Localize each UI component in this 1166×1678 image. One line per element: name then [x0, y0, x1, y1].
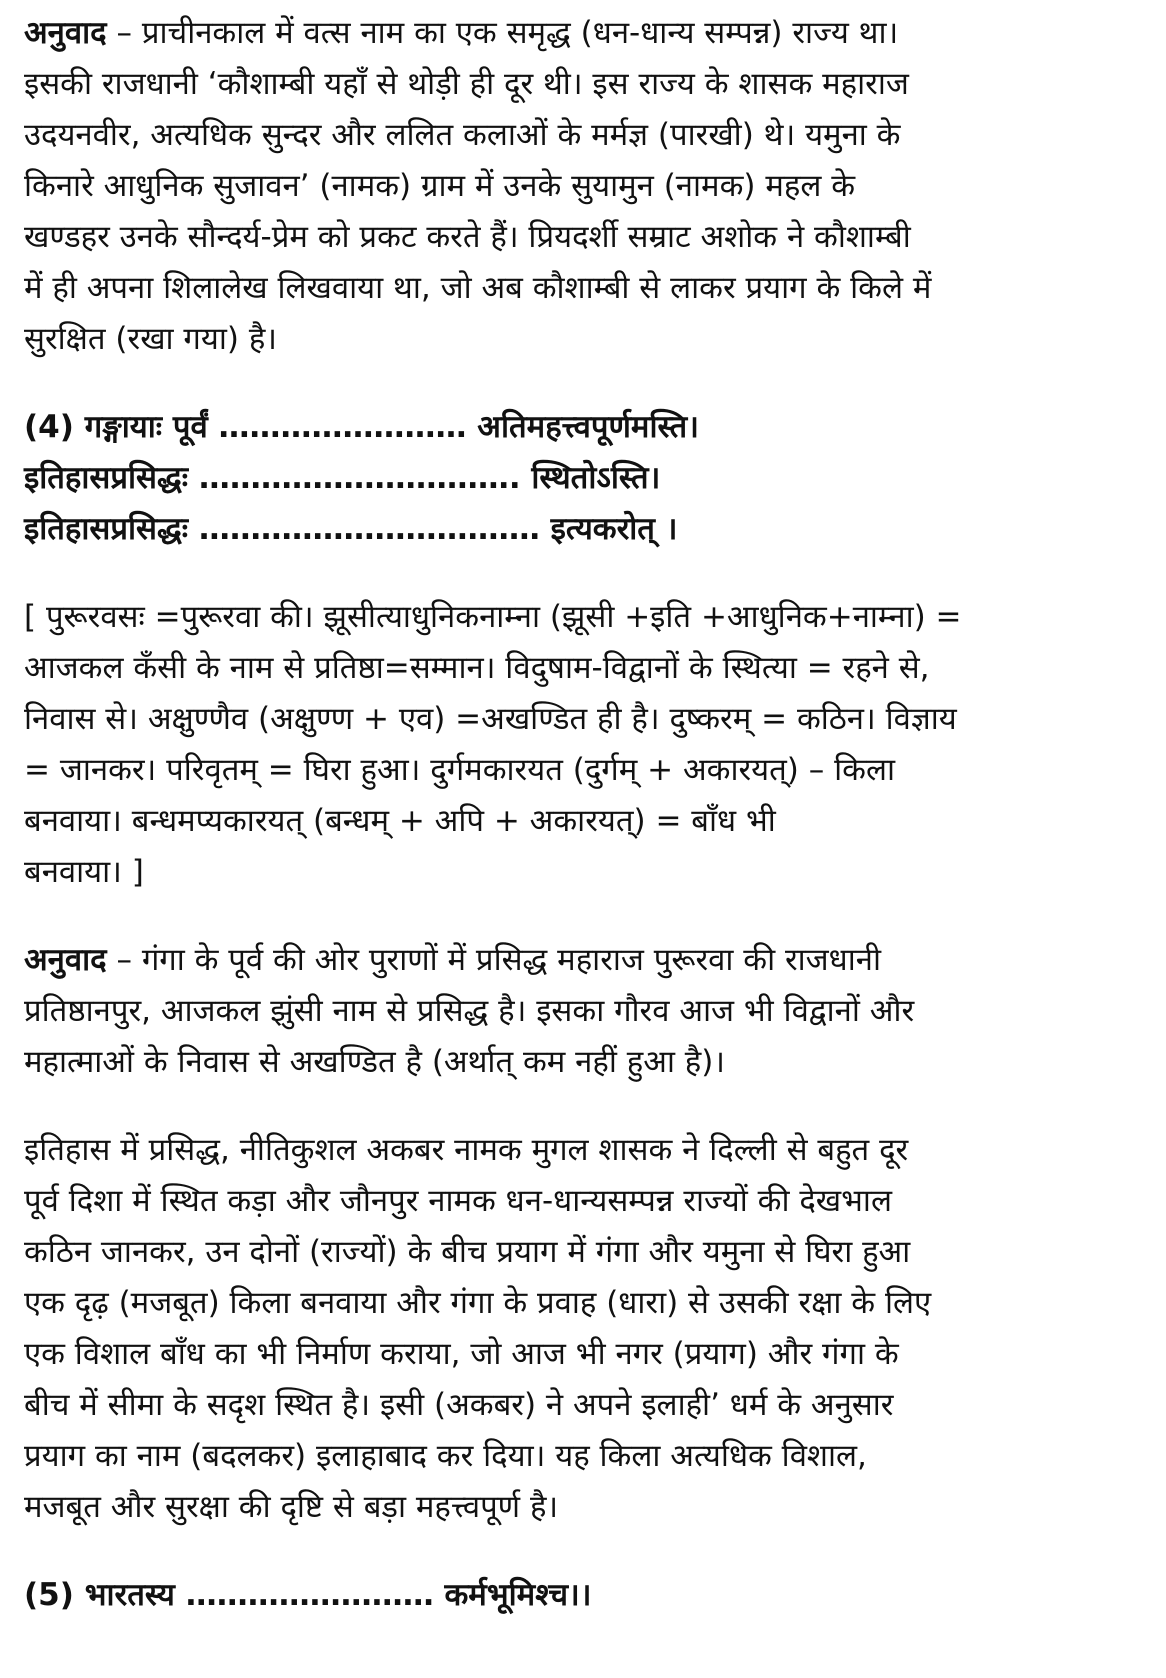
text-line: बीच में सीमा के सदृश स्थित है। इसी (अकबर) ने अपने इलाही’ धर्म के अनुसार [24, 1387, 894, 1423]
document-page [24, 8, 1144, 1621]
text-line: प्रयाग का नाम (बदलकर) इलाहाबाद कर दिया। यह किला अत्यधिक विशाल, [24, 1438, 867, 1474]
text-line: निवास से। अक्षुण्णैव (अक्षुण्ण + एव) =अखण्डित ही है। दुष्करम् = कठिन। विज्ञाय [24, 701, 957, 737]
verse-line: (4) गङ्गायाः पूर्वं …………………… अतिमहत्त्वपूर्णमस्ति। [24, 409, 699, 445]
text-line: महात्माओं के निवास से अखण्डित है (अर्थात् कम नहीं हुआ है)। [24, 1044, 726, 1080]
spacer [24, 1088, 1144, 1125]
translation-label: अनुवाद [24, 15, 107, 51]
text-line: = जानकर। परिवृतम् = घिरा हुआ। दुर्गमकारयत (दुर्गम् + अकारयत्) – किला [24, 752, 895, 788]
translation-paragraph-2 [24, 935, 1144, 1088]
text-line: कठिन जानकर, उन दोनों (राज्यों) के बीच प्रयाग में गंगा और यमुना से घिरा हुआ [24, 1234, 911, 1270]
translation-label: अनुवाद [24, 942, 107, 978]
verse-line: इतिहासप्रसिद्धः …………………………… इत्यकरोत् । [24, 511, 678, 547]
text-line: इतिहास में प्रसिद्ध, नीतिकुशल अकबर नामक मुगल शासक ने दिल्ली से बहुत दूर [24, 1132, 909, 1168]
label-dash: – [106, 15, 142, 51]
spacer [24, 1533, 1144, 1570]
text-line: प्रतिष्ठानपुर, आजकल झुंसी नाम से प्रसिद्ध है। इसका गौरव आज भी विद्वानों और [24, 993, 915, 1029]
text-line: आजकल कँसी के नाम से प्रतिष्ठा=सम्मान। विदुषाम-विद्वानों के स्थित्या = रहने से, [24, 650, 930, 686]
verse-line: इतिहासप्रसिद्धः …………………………. स्थितोऽस्ति। [24, 460, 661, 496]
text-line: [ पुरूरवसः =पुरूरवा की। झूसीत्याधुनिकनाम्ना (झूसी +इति +आधुनिक+नाम्ना) = [24, 599, 962, 635]
text-line-content: गंगा के पूर्व की ओर पुराणों में प्रसिद्ध महाराज पुरूरवा की राजधानी [141, 942, 881, 978]
text-line: एक विशाल बाँध का भी निर्माण कराया, जो आज भी नगर (प्रयाग) और गंगा के [24, 1336, 899, 1372]
text-line: में ही अपना शिलालेख लिखवाया था, जो अब कौशाम्बी से लाकर प्रयाग के किले में [24, 270, 932, 306]
text-line: खण्डहर उनके सौन्दर्य-प्रेम को प्रकट करते हैं। प्रियदर्शी सम्राट अशोक ने कौशाम्बी [24, 219, 911, 255]
text-line-content: प्राचीनकाल में वत्स नाम का एक समृद्ध (धन-धान्य सम्पन्न) राज्य था। [141, 15, 899, 51]
glossary-paragraph [24, 592, 1144, 898]
spacer [24, 555, 1144, 592]
text-line: बनवाया। ] [24, 854, 144, 890]
history-paragraph [24, 1125, 1144, 1533]
text-line: किनारे आधुनिक सुजावन’ (नामक) ग्राम में उनके सुयामुन (नामक) महल के [24, 168, 856, 204]
spacer [24, 898, 1144, 935]
text-line [24, 8, 1144, 59]
verse-4-heading [24, 402, 1144, 555]
text-line: मजबूत और सुरक्षा की दृष्टि से बड़ा महत्त्वपूर्ण है। [24, 1489, 559, 1525]
text-line: एक दृढ़ (मजबूत) किला बनवाया और गंगा के प्रवाह (धारा) से उसकी रक्षा के लिए [24, 1285, 932, 1321]
text-line: इसकी राजधानी ‘कौशाम्बी यहाँ से थोड़ी ही दूर थी। इस राज्य के शासक महाराज [24, 66, 909, 102]
verse-5-heading [24, 1570, 1144, 1621]
spacer [24, 365, 1144, 402]
text-line: पूर्व दिशा में स्थित कड़ा और जौनपुर नामक धन-धान्यसम्पन्न राज्यों की देखभाल [24, 1183, 892, 1219]
label-dash: – [106, 942, 142, 978]
text-line [24, 935, 1144, 986]
text-line: बनवाया। बन्धमप्यकारयत् (बन्धम् + अपि + अकारयत्) = बाँध भी [24, 803, 776, 839]
text-line: उदयनवीर, अत्यधिक सुन्दर और ललित कलाओं के मर्मज्ञ (पारखी) थे। यमुना के [24, 117, 901, 153]
translation-paragraph-1 [24, 8, 1144, 365]
text-line: सुरक्षित (रखा गया) है। [24, 321, 278, 357]
verse-line: (5) भारतस्य …………………… कर्मभूमिश्च।। [24, 1577, 592, 1613]
